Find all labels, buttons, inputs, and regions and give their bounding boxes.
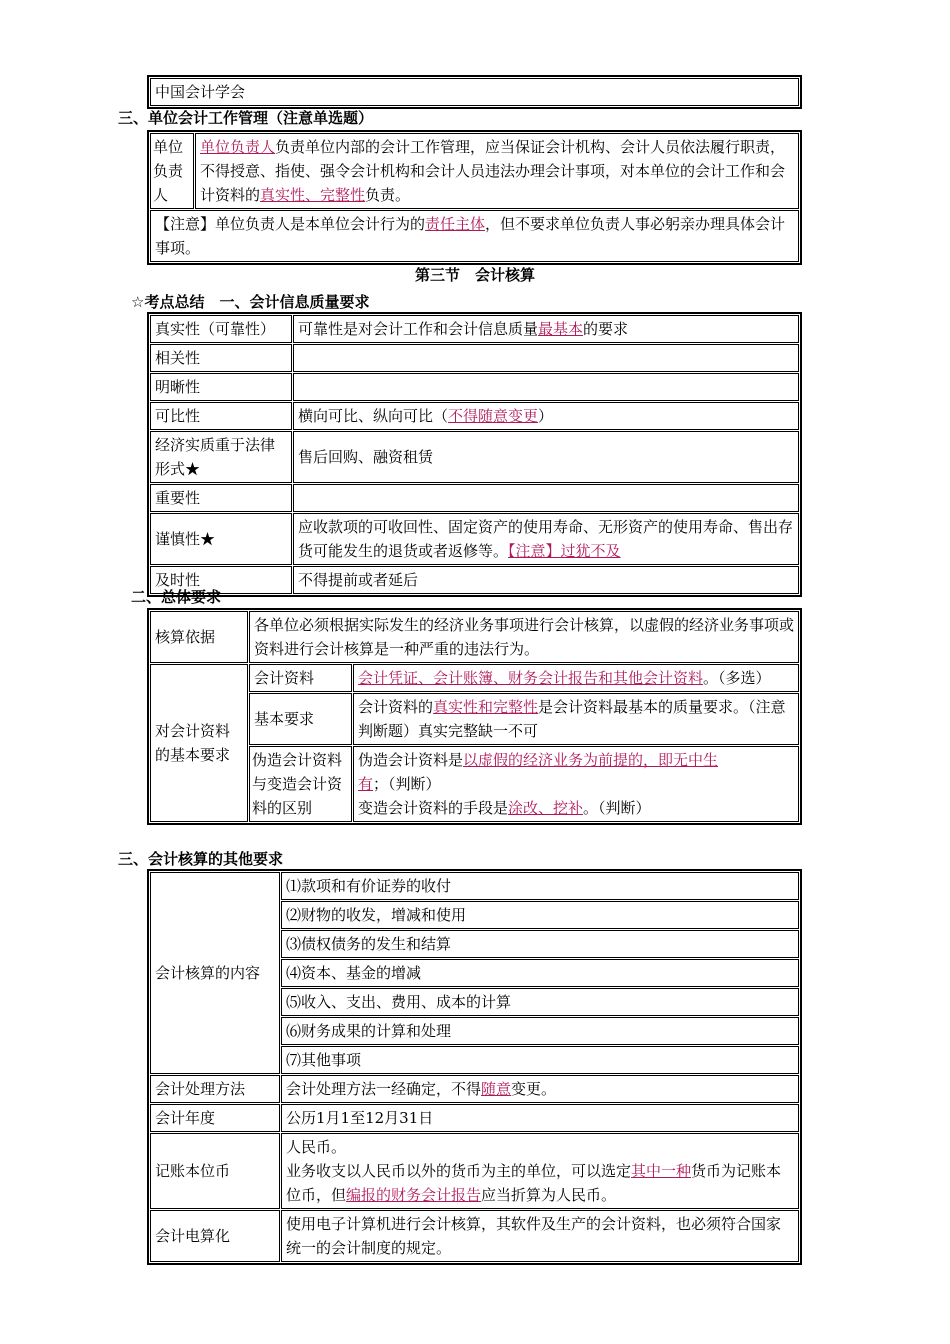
quality-desc-text: 的要求 xyxy=(583,320,629,338)
basic-a: 会计资料的 xyxy=(358,698,434,716)
basis-text: 各单位必须根据实际发生的经济业务事项进行会计核算，以虚假的经济业务事项或资料进行会计核算是一种严重的违法行为。 xyxy=(249,611,799,663)
materials-hl: 会计凭证、会计账簿、财务会计报告和其他会计资料 xyxy=(358,669,704,687)
quality-desc xyxy=(293,315,799,343)
note-hl: 责任主体 xyxy=(425,215,486,233)
quality-desc xyxy=(293,431,799,483)
quality-desc xyxy=(293,402,799,430)
general-table xyxy=(147,608,802,825)
quality-name: 谨慎性★ xyxy=(150,513,292,565)
diff-l2-b: 。（判断） xyxy=(583,799,651,817)
unit-manager-desc xyxy=(195,133,799,209)
top-box-text: 中国会计学会 xyxy=(150,78,799,106)
content-label: 会计核算的内容 xyxy=(150,872,280,1074)
materials-label: 会计资料 xyxy=(249,664,352,692)
diff-text xyxy=(353,746,799,822)
diff-l1-a: 伪造会计资料是 xyxy=(358,751,464,769)
quality-name: 重要性 xyxy=(150,484,292,512)
currency-line-2 xyxy=(286,1159,794,1207)
currency-text xyxy=(281,1133,799,1209)
basic-b: 是会计资料最基本的质量要求。（注意判断题）真实完整缺一不可 xyxy=(358,698,786,740)
year-label: 会计年度 xyxy=(150,1104,280,1132)
materials-tail: 。（多选） xyxy=(703,669,771,687)
quality-row xyxy=(150,402,799,430)
quality-desc-hl: 最基本 xyxy=(538,320,584,338)
basic-label: 基本要求 xyxy=(249,693,352,745)
diff-label: 伪造会计资料与变造会计资料的区别 xyxy=(249,746,352,822)
general-heading: 二、总体要求 xyxy=(131,588,222,606)
quality-row xyxy=(150,431,799,483)
currency-line-1: 人民币。 xyxy=(286,1138,347,1156)
method-b: 变更。 xyxy=(511,1080,557,1098)
method-text xyxy=(281,1075,799,1103)
computer-text: 使用电子计算机进行会计核算，其软件及生产的会计资料，也必须符合国家统一的会计制度的规定。 xyxy=(281,1210,799,1262)
content-item: ⑴款项和有价证券的收付 xyxy=(281,872,799,900)
unit-manager-note xyxy=(150,210,799,262)
currency-a: 业务收支以人民币以外的货币为主的单位，可以选定 xyxy=(286,1162,632,1180)
diff-line-1 xyxy=(358,748,794,796)
method-hl: 随意 xyxy=(481,1080,512,1098)
unit-manager-text: 负责单位内部的会计工作管理，应当保证会计机构、会计人员依法履行职责，不得授意、指使、强令会计机构和会计人员违法办理会计事项，对本单位的会计工作和会计资料的 xyxy=(200,138,786,204)
quality-row xyxy=(150,566,799,594)
quality-name: 明晰性 xyxy=(150,373,292,401)
diff-l2-hl: 涂改、挖补 xyxy=(508,799,584,817)
content-item: ⑵财物的收发，增减和使用 xyxy=(281,901,799,929)
quality-desc-text: 应收款项的可收回性、固定资产的使用寿命、无形资产的使用寿命、售出存货可能发生的退货或者返修等。 xyxy=(298,518,794,560)
quality-row xyxy=(150,513,799,565)
truth-complete-hl: 真实性、完整性 xyxy=(260,186,366,204)
basic-hl: 真实性和完整性 xyxy=(433,698,539,716)
content-row xyxy=(150,872,799,900)
quality-desc-text: 可靠性是对会计工作和会计信息质量 xyxy=(298,320,539,338)
other-table xyxy=(147,869,802,1265)
quality-name: 可比性 xyxy=(150,402,292,430)
quality-row xyxy=(150,315,799,343)
basis-label: 核算依据 xyxy=(150,611,248,663)
method-a: 会计处理方法一经确定，不得 xyxy=(286,1080,482,1098)
unit-manager-label: 单位负责人 xyxy=(150,133,194,209)
materials-text xyxy=(353,664,799,692)
quality-row xyxy=(150,484,799,512)
content-item: ⑺其他事项 xyxy=(281,1046,799,1074)
quality-desc-hl: 【注意】过犹不及 xyxy=(508,542,621,560)
unit-manager-hl: 单位负责人 xyxy=(200,138,276,156)
section3-heading: 三、单位会计工作管理（注意单选题） xyxy=(118,109,374,127)
quality-row xyxy=(150,344,799,372)
unit-manager-text-end: 负责。 xyxy=(365,186,411,204)
diff-l1-b: ；（判断） xyxy=(373,775,441,793)
quality-desc-text: ） xyxy=(538,407,554,425)
quality-desc-text: 售后回购、融资租赁 xyxy=(298,448,434,466)
quality-name: 及时性 xyxy=(150,566,292,594)
quality-desc xyxy=(293,373,799,401)
diff-line-2 xyxy=(358,796,794,820)
diff-l1-hl: 以虚假的经济业务为前提的，即无中生有 xyxy=(358,751,719,793)
quality-desc-text: 不得提前或者延后 xyxy=(298,571,419,589)
currency-hl2: 编报的财务会计报告 xyxy=(346,1186,482,1204)
quality-name: 经济实质重于法律形式★ xyxy=(150,431,292,483)
top-box xyxy=(147,75,802,109)
unit-manager-table xyxy=(147,130,802,265)
computer-label: 会计电算化 xyxy=(150,1210,280,1262)
quality-name: 相关性 xyxy=(150,344,292,372)
currency-hl1: 其中一种 xyxy=(631,1162,692,1180)
content-item: ⑸收入、支出、费用、成本的计算 xyxy=(281,988,799,1016)
quality-table xyxy=(147,312,802,597)
method-label: 会计处理方法 xyxy=(150,1075,280,1103)
content-item: ⑹财务成果的计算和处理 xyxy=(281,1017,799,1045)
quality-desc-hl: 不得随意变更 xyxy=(448,407,539,425)
quality-desc xyxy=(293,566,799,594)
quality-desc xyxy=(293,484,799,512)
other-heading: 三、会计核算的其他要求 xyxy=(118,850,284,868)
quality-desc xyxy=(293,513,799,565)
quality-desc-text: 横向可比、纵向可比（ xyxy=(298,407,449,425)
currency-b: 货币为记账本位币，但 xyxy=(286,1162,782,1204)
basic-text xyxy=(353,693,799,745)
note-text-b: ，但不要求单位负责人事必躬亲办理具体会计事项。 xyxy=(155,215,786,257)
quality-row xyxy=(150,373,799,401)
note-text-a: 【注意】单位负责人是本单位会计行为的 xyxy=(155,215,426,233)
quality-name: 真实性（可靠性） xyxy=(150,315,292,343)
content-item: ⑶债权债务的发生和结算 xyxy=(281,930,799,958)
quality-desc xyxy=(293,344,799,372)
req-label: 对会计资料的基本要求 xyxy=(150,664,248,822)
currency-label: 记账本位币 xyxy=(150,1133,280,1209)
quality-heading: ☆考点总结 一、会计信息质量要求 xyxy=(131,293,370,311)
currency-c: 应当折算为人民币。 xyxy=(481,1186,617,1204)
diff-l2-a: 变造会计资料的手段是 xyxy=(358,799,509,817)
year-text: 公历1月1至12月31日 xyxy=(281,1104,799,1132)
content-item: ⑷资本、基金的增减 xyxy=(281,959,799,987)
section-title: 第三节 会计核算 xyxy=(414,266,535,284)
